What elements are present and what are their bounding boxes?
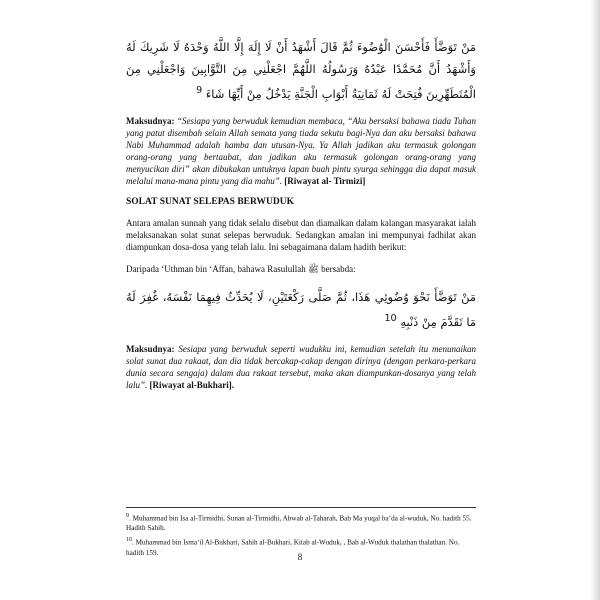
page-number: 8 <box>297 552 303 562</box>
hadith-source-2: [Riwayat al-Bukhari]. <box>147 379 235 390</box>
translation-paragraph-2 <box>126 343 476 391</box>
page-edge-shadow <box>590 0 600 600</box>
translation-quote-2: Sesiapa yang berwuduk seperti wudukku ini, kemudian setelah itu menunaikan solat sunat dua rakaat, dan dia tidak bercakap-cakap dengan dirinya (dengan perkara-perkara dunia secara sengaja) dalam dua rakaat tersebut, maka akan diampunkan-dosanya yang telah lalu”. <box>126 343 476 390</box>
honorific-symbol: ﷺ <box>308 264 319 275</box>
arabic-hadith-1-text: مَنْ تَوَضَّأَ فَأَحْسَنَ الْوُضُوءَ ثُمَّ قَالَ أَشْهَدُ أَنْ لَا إِلَهَ إِلَّا اللَّهُ وَحْدَهُ لَا شَرِيكَ لَهُ وَأَشْهَدُ أَنَّ مُحَمَّدًا عَبْدُهُ وَرَسُولُهُ اللَّهُمَّ اجْعَلْنِي مِنَ التَّوَّابِينَ وَاجْعَلْنِي مِنَ الْمُتَطَهِّرِينَ فُتِحَتْ لَهُ ثَمَانِيَةُ أَبْوَابِ الْجَنَّةِ يَدْخُلُ مِنْ أَيِّهَا شَاءَ <box>126 40 476 101</box>
footnote-ref-9: 9 <box>196 85 203 96</box>
narration-intro-end: bersabda: <box>318 263 356 274</box>
translation-quote: “Sesiapa yang berwuduk kemudian membaca, “Aku bersaksi bahawa tiada Tuhan yang patut disembah selain Allah semata yang tiada sekutu bagi-Nya dan aku bersaksi bahawa Nabi Muhammad adalah hamba dan utusan-Nya. Ya Allah jadikan aku termasuk golongan orang-orang yang bertaubat, dan jadikan aku termasuk golongan orang-orang yang menyucikan diri” akan dibukakan untuknya lapan buah pintu syurga sehingga dia dapat masuk melalui mana-mana pintu yang dia mahu”. <box>126 115 476 186</box>
translation-label: Maksudnya: <box>126 115 175 126</box>
body-paragraph: Antara amalan sunnah yang tidak selalu disebut dan diamalkan dalam kalangan masyarakat ialah melaksanakan solat sunat selepas berwuduk. Sedangkan amalan ini mempunyai fadhilat akan diampunkan dosa-dosa yang telah lalu. Ini sebagaimana dalam hadith berikut: <box>126 217 476 252</box>
footnote-9 <box>126 511 476 533</box>
footnote-text: . Muhammad bin Isa al-Tirmidhi, Sunan al-Tirmidhi, Abwab al-Taharah, Bab Ma yuqal ba’da al-wuduk, No. hadith 55. Hadith Sahih. <box>126 514 472 533</box>
hadith-source: [Riwayat al- Tirmizi] <box>282 175 366 186</box>
arabic-hadith-2 <box>126 286 476 333</box>
arabic-hadith-1 <box>126 36 476 105</box>
footnote-number: 10 <box>126 537 132 544</box>
translation-label-2: Maksudnya: <box>126 343 175 354</box>
arabic-hadith-2-text: مَنْ تَوَضَّأَ نَحْوَ وُضُوئِي هَذَا، ثُمَّ صَلَّى رَكْعَتَيْنِ، لَا يُحَدِّثُ فِيهِمَا نَفْسَهُ، غُفِرَ لَهُ مَا تَقَدَّمَ مِنْ ذَنْبِهِ <box>126 289 476 329</box>
footnote-text: . Muhammad bin Isma‘il Al-Bukhari, Sahih al-Bukhari, Kitab al-Wuduk, , Bab al-Wuduk thalathan thalathan. No. hadith 159. <box>126 538 460 557</box>
page-content <box>126 36 476 401</box>
footnote-ref-10: 10 <box>384 312 397 324</box>
translation-paragraph-1 <box>126 115 476 187</box>
section-heading: SOLAT SUNAT SELEPAS BERWUDUK <box>126 196 294 207</box>
narration-intro-text: Daripada ‘Uthman bin ‘Affan, bahawa Rasulullah <box>126 263 309 274</box>
narration-intro <box>126 263 476 276</box>
footnote-number: 9 <box>126 513 129 519</box>
